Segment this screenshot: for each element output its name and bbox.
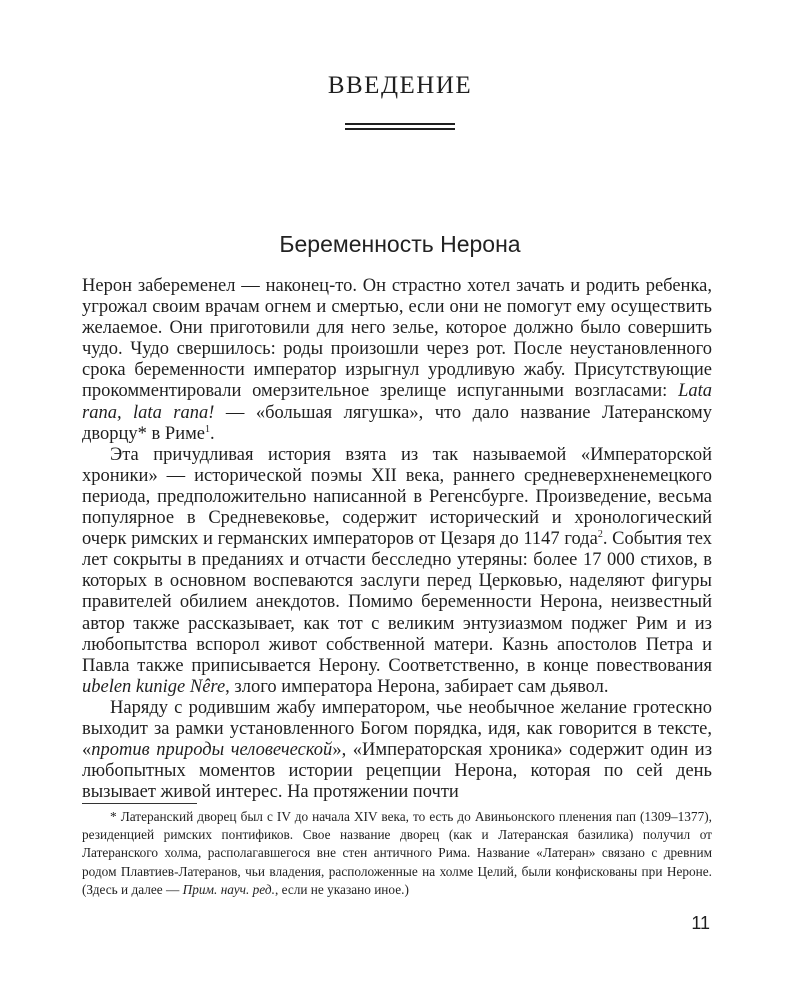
paragraph-2-text-before: Эта причудливая история взята из так называемой «Императорской хроники» — исторической поэмы XII века, раннего средневерхненемецкого периода, предположительно написанной в Регенсбурге. Произведение, весьма популярное в Средневековье, содержит исторический и хронологический очерк римских и германских императоров от Цезаря до 1147 года [82, 444, 712, 550]
paragraph-2-text-middle: . События тех лет сокрыты в преданиях и отчасти бесследно утеряны: более 17 000 стихов, в которых в основном воспеваются заслуги перед Церковью, наделяют фигуры правителей обилием анекдотов. Помимо беременности Нерона, неизвестный автор также рассказывает, как тот с великим энтузиазмом поджег Рим и из любопытства вспорол живот собственной матери. Казнь апостолов Петра и Павла также приписывается Нерону. Соответственно, в конце повествования [82, 529, 712, 676]
paragraph-3 [82, 698, 712, 803]
footnote-ref-2[interactable]: 2 [597, 529, 603, 541]
footnote-editor-note: Прим. науч. ред. [182, 881, 275, 897]
paragraph-3-quote: против природы человеческой [91, 740, 333, 761]
paragraph-1 [82, 276, 712, 445]
page-number: 11 [691, 913, 710, 933]
paragraph-1-end: . [210, 423, 215, 444]
footnote-text-before: * Латеранский дворец был с IV до начала XIV века, то есть до Авиньонского пленения пап (1309–1377), резиденцией римских понтификов. Свое название дворец (как и Латеранская базилика) получил от Латеранского холма, располагавшегося вне стен античного Рима. Название «Латеран» связано с древним родом Плавтиев-Латеранов, чьи владения, расположенные на холме Целий, были конфискованы при Нероне. (Здесь и далее — [82, 809, 712, 897]
paragraph-2-text-after: , злого императора Нерона, забирает сам дьявол. [225, 676, 609, 697]
footnote-divider [82, 803, 197, 804]
footnote-text-after: , если не указано иное.) [274, 881, 409, 897]
paragraph-1-latin: Lata rana, lata rana! [82, 381, 712, 423]
paragraph-1-text-before: Нерон забеременел — наконец-то. Он страстно хотел зачать и родить ребенка, угрожал своим врачам огнем и смертью, если они не помогут ему осуществить желаемое. Они приготовили для него зелье, которое должно было совершить чудо. Чудо свершилось: роды произошли через рот. После неустановленного срока беременности император изрыгнул уродливую жабу. Присутствующие прокомментировали омерзительное зрелище испуганными возгласами: [82, 276, 712, 402]
paragraph-3-text-before: Наряду с родившим жабу императором, чье необычное желание гротескно выходит за рамки установленного Богом порядка, идя, как говорится в тексте, « [82, 697, 712, 761]
paragraph-2 [82, 445, 712, 698]
paragraph-1-text-after: — «большая лягушка», что дало название Латеранскому дворцу* в Риме [82, 402, 712, 444]
paragraph-3-text-after: », «Императорская хроника» содержит один из любопытных моментов истории рецепции Нерона, которая по сей день вызывает живой интерес. На протяжении почти [82, 740, 712, 803]
paragraph-2-old-german: ubelen kunige Nêre [82, 676, 226, 697]
footnote [82, 808, 712, 899]
chapter-title: ВВЕДЕНИЕ [327, 72, 473, 99]
title-rule-upper [345, 123, 455, 125]
section-title: Беременность Нерона [279, 231, 521, 257]
body-text [82, 276, 712, 803]
footnote-ref-1[interactable]: 1 [205, 423, 211, 435]
title-rule-lower [345, 128, 455, 130]
